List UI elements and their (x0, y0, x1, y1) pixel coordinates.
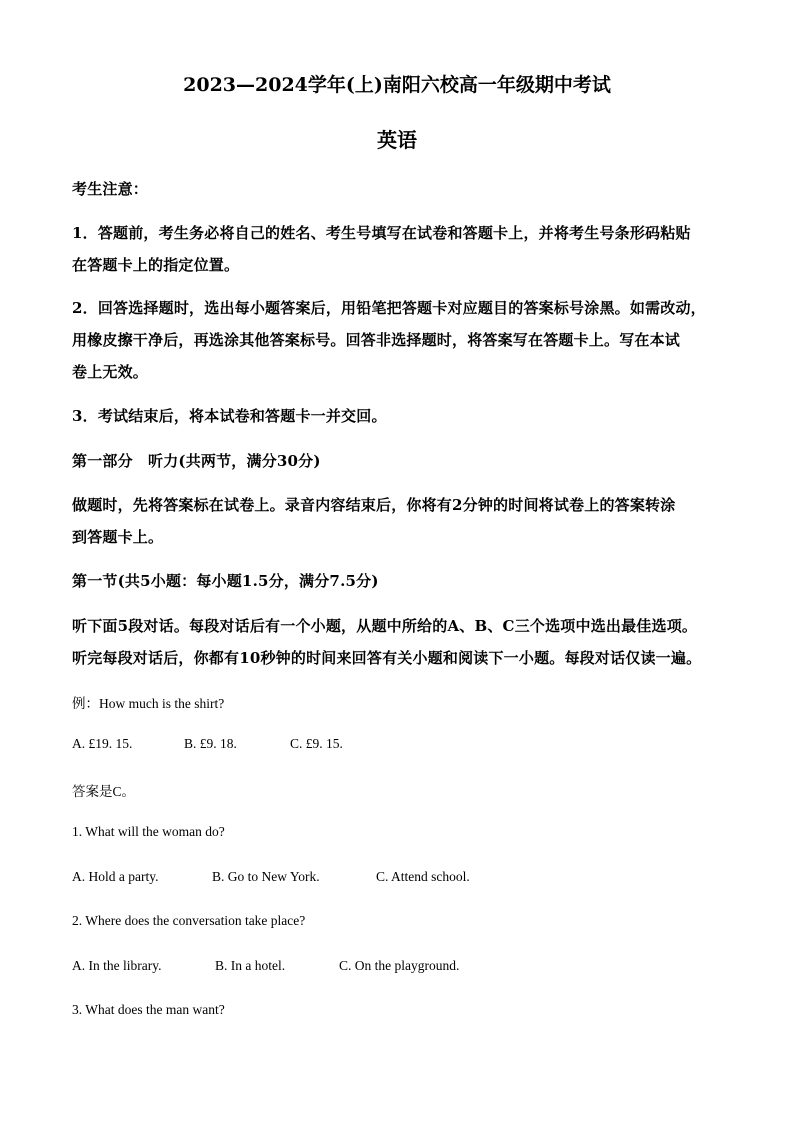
exam-title: 2023—2024学年(上)南阳六校高一年级期中考试 (183, 74, 611, 96)
part1-heading: 第一部分 听力(共两节，满分30分) (72, 452, 321, 470)
example-option-b: B. £9. 18. (184, 736, 237, 751)
question-1: 1. What will the woman do? (72, 824, 225, 839)
part1-intro-line-2: 到答题卡上。 (72, 528, 164, 546)
notice-item-2-line-2: 用橡皮擦干净后，再选涂其他答案标号。回答非选择题时，将答案写在答题卡上。写在本试 (72, 331, 681, 349)
notice-heading: 考生注意： (72, 180, 149, 198)
section1-heading: 第一节(共5小题：每小题1.5分，满分7.5分) (72, 572, 379, 590)
question-2-option-c: C. On the playground. (339, 958, 460, 973)
question-2-option-b: B. In a hotel. (215, 958, 286, 973)
example-option-c: C. £9. 15. (290, 736, 343, 751)
example-question: 例：How much is the shirt? (72, 696, 225, 711)
notice-item-1-line-2: 在答题卡上的指定位置。 (72, 256, 240, 274)
question-3: 3. What does the man want? (72, 1002, 225, 1017)
question-2-option-a: A. In the library. (72, 958, 162, 973)
notice-item-1-line-1: 1．答题前，考生务必将自己的姓名、考生号填写在试卷和答题卡上，并将考生号条形码粘贴 (72, 224, 691, 242)
notice-item-2-line-3: 卷上无效。 (72, 363, 149, 381)
question-1-option-b: B. Go to New York. (212, 869, 320, 884)
part1-intro-line-1: 做题时，先将答案标在试卷上。录音内容结束后，你将有2分钟的时间将试卷上的答案转涂 (72, 496, 676, 514)
example-answer: 答案是C。 (72, 784, 136, 799)
question-1-option-c: C. Attend school. (376, 869, 470, 884)
notice-item-3: 3．考试结束后，将本试卷和答题卡一并交回。 (72, 407, 387, 425)
section1-instructions-line-2: 听完每段对话后，你都有10秒钟的时间来回答有关小题和阅读下一小题。每段对话仅读一遍。 (72, 649, 702, 667)
question-1-option-a: A. Hold a party. (72, 869, 159, 884)
section1-instructions-line-1: 听下面5段对话。每段对话后有一个小题，从题中所给的A、B、C三个选项中选出最佳选项。 (72, 617, 698, 635)
question-2: 2. Where does the conversation take place? (72, 913, 306, 928)
example-option-a: A. £19. 15. (72, 736, 133, 751)
notice-item-2-line-1: 2．回答选择题时，选出每小题答案后，用铅笔把答题卡对应题目的答案标号涂黑。如需改动， (72, 299, 706, 317)
subject-title: 英语 (377, 128, 417, 152)
